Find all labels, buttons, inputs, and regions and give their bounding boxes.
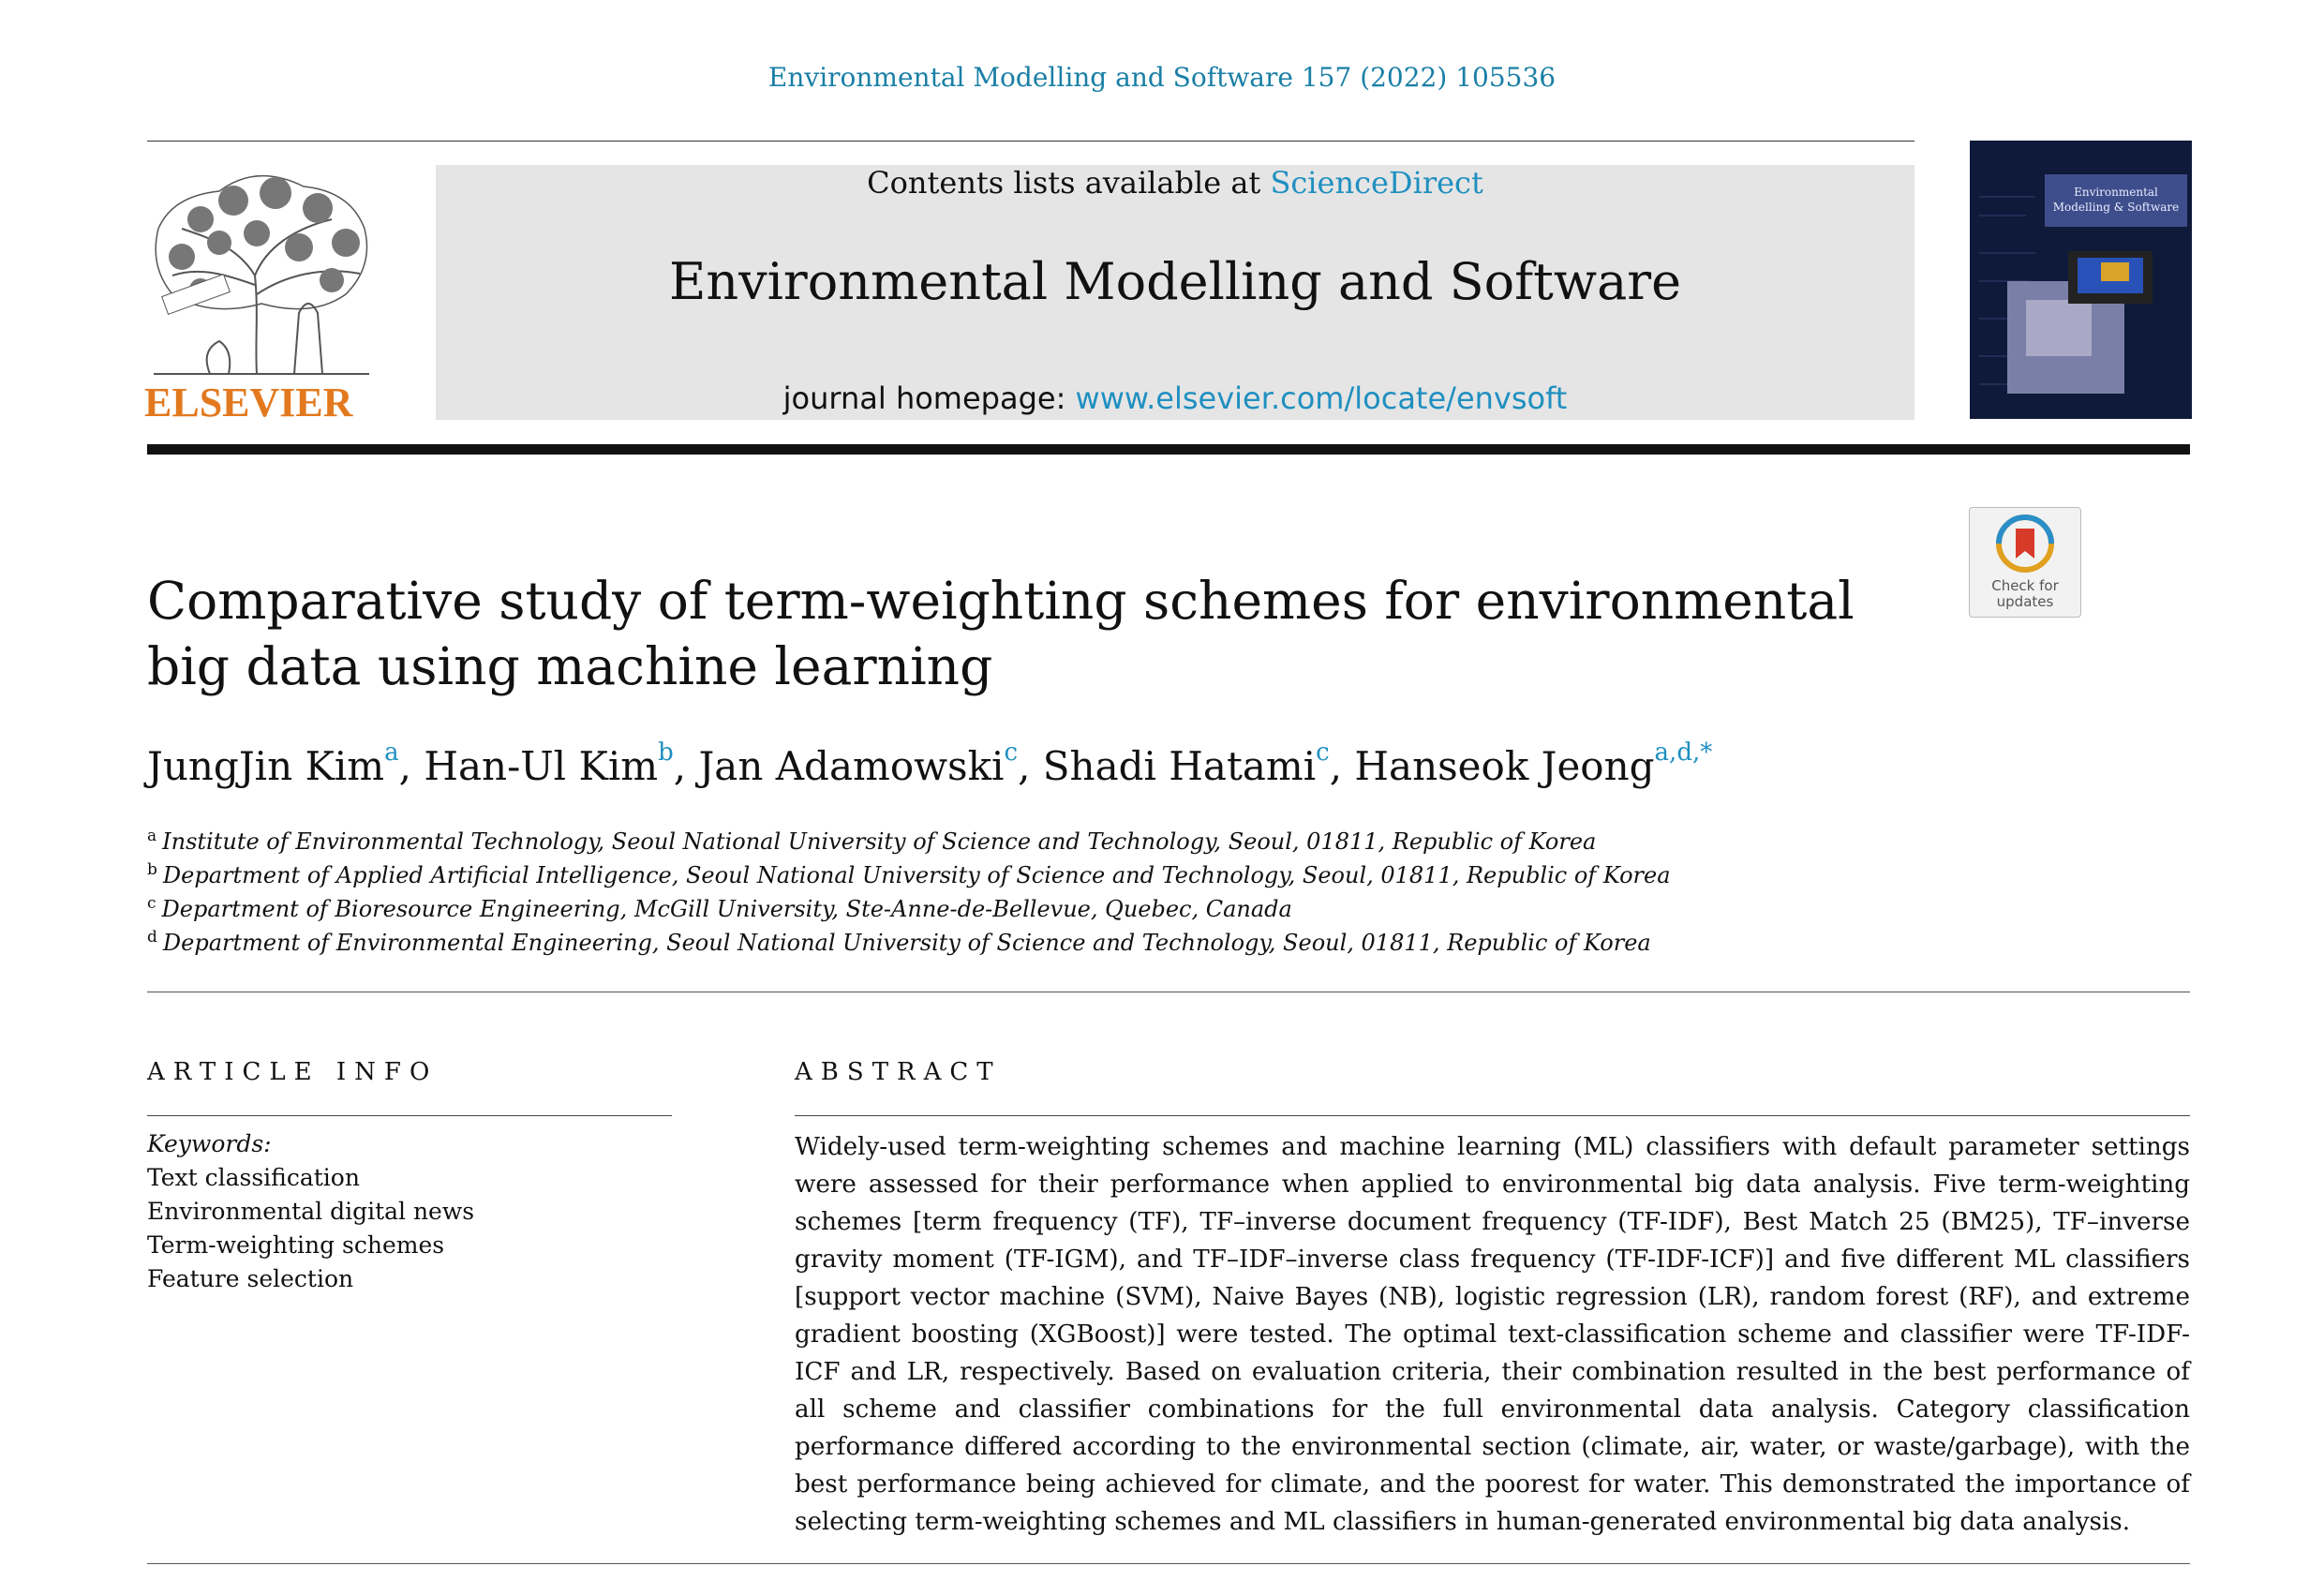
author-affiliation-marker[interactable]: b	[658, 738, 674, 767]
bottom-divider	[147, 1563, 2190, 1564]
check-updates-label-2: updates	[1996, 593, 2054, 610]
author-affiliation-marker[interactable]: c	[1004, 738, 1019, 767]
keyword-item[interactable]: Term-weighting schemes	[147, 1231, 445, 1259]
abstract-text: Widely-used term-weighting schemes and machine learning (ML) classifiers with default parameter settings were assessed for their performance when applied to environmental big data analysis. Five term-weighting schemes [term frequency (TF), TF–inverse document frequency (TF-IDF), Best Match 25 (BM25), TF–inverse gravity moment (TF-IGM), and TF–IDF–inverse class frequency (TF-IDF-ICF)] and five different ML classifiers [support vector machine (SVM), Naive Bayes (NB), logistic regression (LR), random forest (RF), and extreme gradient boosting (XGBoost)] were tested. The optimal text-classification scheme and classifier were TF-IDF-ICF and LR, respectively. Based on evaluation criteria, their combination resulted in the best performance of all scheme and classifier combinations for the full environmental data analysis. Category classification performance differed according to the environmental section (climate, air, water, or waste/garbage), with the best performance being achieved for climate, and the poorest for water. This demonstrated the importance of selecting term-weighting schemes and ML classifiers in human-generated environmental big data analysis.	[795, 1133, 2190, 1536]
journal-masthead	[436, 165, 1914, 420]
journal-homepage-line	[436, 380, 1914, 416]
bookmark-icon	[1970, 508, 2080, 577]
author-separator: ,	[1018, 743, 1043, 789]
affiliation-text: Institute of Environmental Technology, Seoul National University of Science and Technology, Seoul, 01811, Republic of Korea	[162, 828, 1597, 855]
article-title: Comparative study of term-weighting schemes for environmental big data using machine learning	[147, 571, 1855, 696]
cover-title-line-1: Environmental	[2074, 186, 2158, 199]
affiliation-text: Department of Bioresource Engineering, McGill University, Ste-Anne-de-Bellevue, Quebec, Canada	[161, 896, 1292, 922]
check-for-updates-button[interactable]	[1969, 507, 2081, 618]
top-divider	[147, 141, 1914, 142]
author-list	[147, 738, 1928, 789]
affiliation-letter: c	[147, 894, 156, 913]
keywords-label: Keywords:	[147, 1130, 272, 1157]
check-updates-label-1: Check for	[1991, 577, 2059, 594]
author-name[interactable]: Shadi Hatami	[1042, 743, 1317, 789]
abstract-heading: ABSTRACT	[795, 1058, 1002, 1086]
article-info-heading: ARTICLE INFO	[147, 1058, 439, 1086]
contents-availability-line	[436, 165, 1914, 201]
affiliation-item	[147, 928, 1928, 956]
journal-cover-image[interactable]	[1970, 141, 2192, 419]
author-name[interactable]: JungJin Kim	[147, 743, 385, 789]
author-name[interactable]: Jan Adamowski	[698, 743, 1005, 789]
keyword-item[interactable]: Feature selection	[147, 1265, 354, 1292]
abstract-divider	[795, 1115, 2190, 1116]
homepage-prefix: journal homepage:	[782, 380, 1076, 416]
affiliation-letter: d	[147, 928, 157, 947]
elsevier-wordmark: ELSEVIER	[144, 380, 353, 425]
keyword-item[interactable]: Text classification	[147, 1164, 360, 1191]
author-affiliation-marker[interactable]: a	[384, 738, 399, 767]
author-separator: ,	[673, 743, 699, 789]
contents-prefix: Contents lists available at	[867, 165, 1271, 201]
header-thick-divider	[147, 444, 2190, 455]
author-separator: ,	[398, 743, 425, 789]
journal-citation-link[interactable]: Environmental Modelling and Software 157 (2022) 105536	[767, 62, 1557, 93]
author-separator: ,	[1329, 743, 1355, 789]
affiliation-item	[147, 827, 1928, 855]
article-info-divider	[147, 1115, 672, 1116]
author-affiliation-marker[interactable]: a,d,*	[1654, 738, 1713, 767]
cover-title-box	[2045, 174, 2187, 227]
affiliation-letter: a	[147, 827, 157, 845]
journal-title: Environmental Modelling and Software	[668, 252, 1682, 311]
keyword-item[interactable]: Environmental digital news	[147, 1198, 475, 1225]
cover-title-line-2: Modelling & Software	[2052, 201, 2180, 214]
affiliation-text: Department of Applied Artificial Intelligence, Seoul National University of Science and Technology, Seoul, 01811, Republic of Korea	[162, 862, 1671, 888]
author-affiliation-marker[interactable]: c	[1316, 738, 1330, 767]
affiliation-letter: b	[147, 860, 157, 879]
author-name[interactable]: Hanseok Jeong	[1354, 743, 1655, 789]
sciencedirect-link[interactable]: ScienceDirect	[1270, 165, 1483, 201]
affiliation-item	[147, 860, 1928, 888]
affiliation-text: Department of Environmental Engineering, Seoul National University of Science and Technology, Seoul, 01811, Republic of Korea	[162, 930, 1651, 956]
author-name[interactable]: Han-Ul Kim	[424, 743, 659, 789]
affiliation-item	[147, 894, 1928, 922]
homepage-link[interactable]: www.elsevier.com/locate/envsoft	[1075, 380, 1568, 416]
